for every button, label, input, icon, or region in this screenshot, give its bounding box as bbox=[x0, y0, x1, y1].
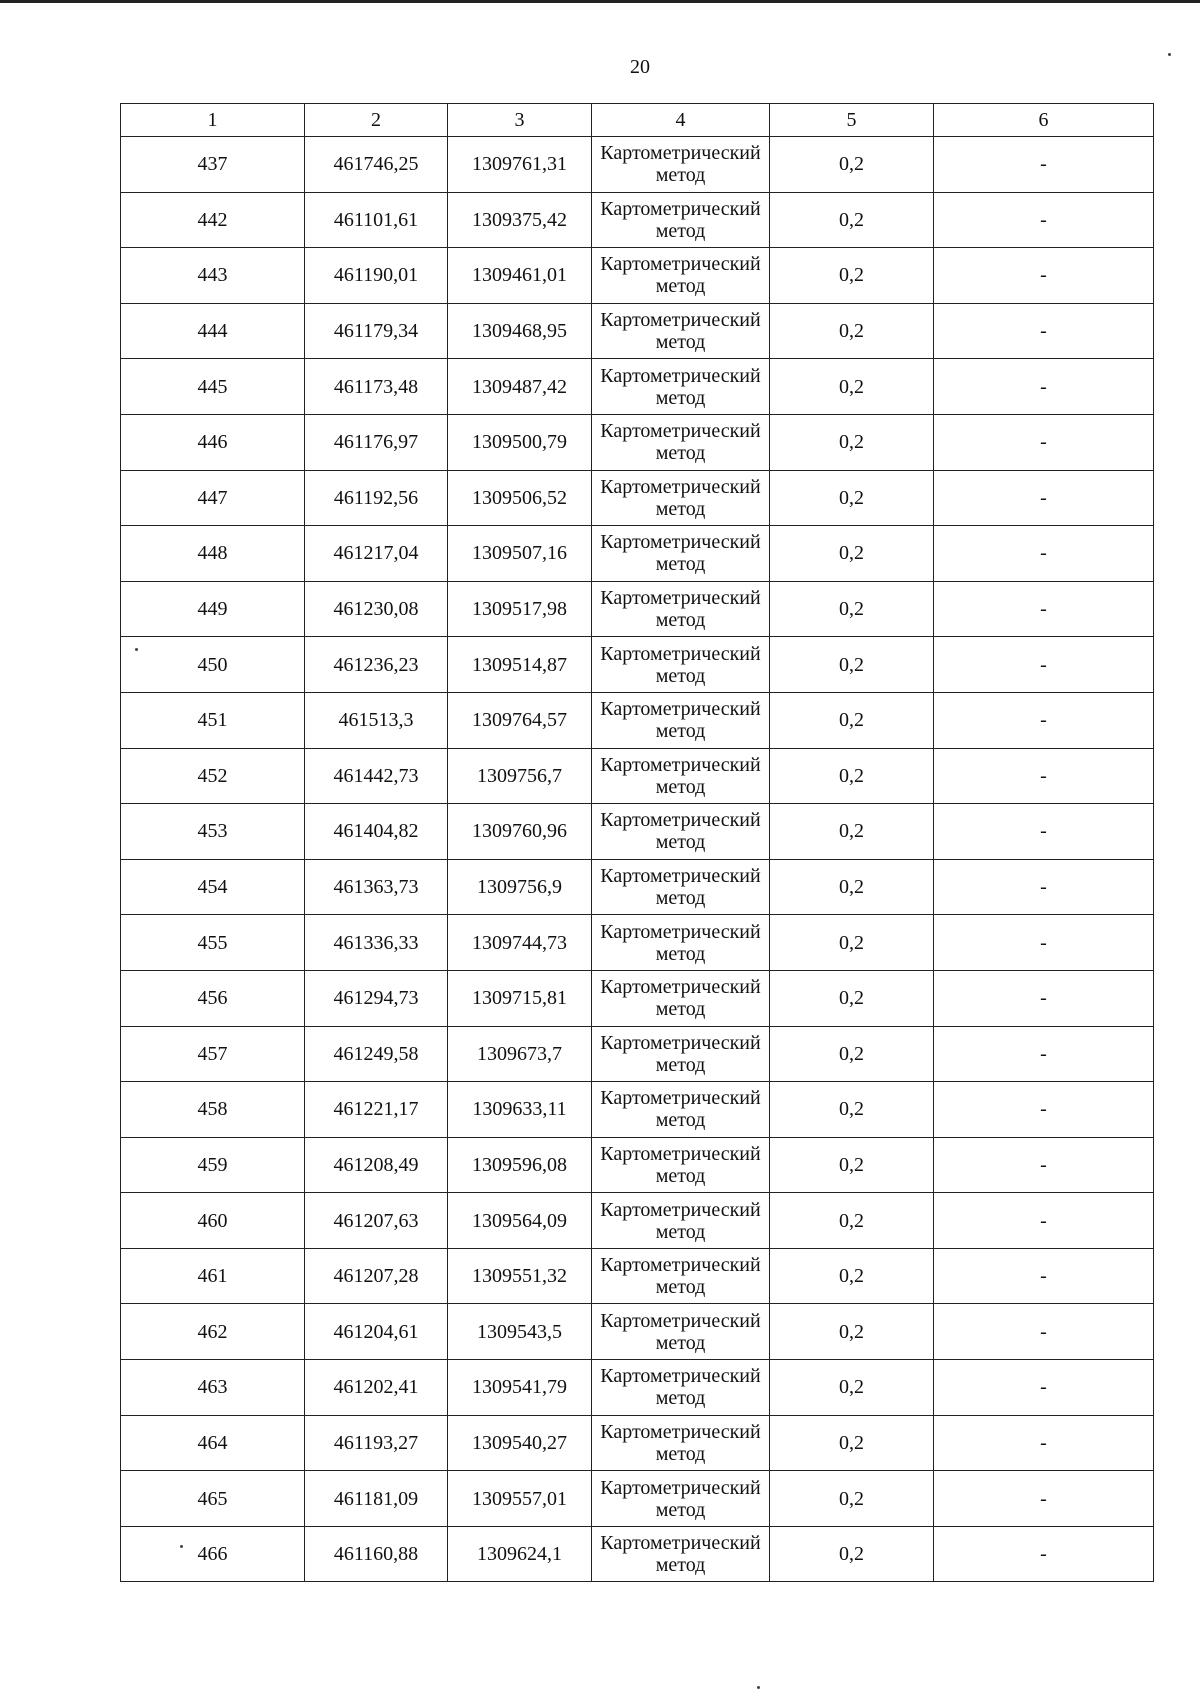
x-coordinate-cell: 461173,48 bbox=[305, 359, 448, 415]
header-row bbox=[121, 104, 1154, 137]
method-cell bbox=[592, 248, 770, 304]
method-line-2: метод bbox=[655, 164, 706, 187]
method-line-1: Картометрический bbox=[600, 1142, 761, 1165]
x-coordinate-cell: 461336,33 bbox=[305, 915, 448, 971]
note-cell: - bbox=[934, 970, 1154, 1026]
accuracy-cell: 0,2 bbox=[770, 970, 934, 1026]
method-line-2: метод bbox=[655, 1554, 706, 1577]
point-number-cell: 446 bbox=[121, 414, 305, 470]
y-coordinate-cell: 1309375,42 bbox=[448, 192, 592, 248]
point-number-cell: 460 bbox=[121, 1193, 305, 1249]
y-coordinate-cell: 1309633,11 bbox=[448, 1082, 592, 1138]
method-line-1: Картометрический bbox=[600, 865, 761, 888]
table-row bbox=[121, 970, 1154, 1026]
accuracy-cell: 0,2 bbox=[770, 1137, 934, 1193]
method-line-2: метод bbox=[655, 1053, 706, 1076]
point-number-cell: 444 bbox=[121, 303, 305, 359]
method-line-1: Картометрический bbox=[600, 698, 761, 721]
x-coordinate-cell: 461160,88 bbox=[305, 1526, 448, 1582]
x-coordinate-cell: 461101,61 bbox=[305, 192, 448, 248]
table-row bbox=[121, 303, 1154, 359]
table-row bbox=[121, 414, 1154, 470]
method-cell bbox=[592, 692, 770, 748]
accuracy-cell: 0,2 bbox=[770, 137, 934, 193]
table-body bbox=[121, 137, 1154, 1582]
accuracy-cell: 0,2 bbox=[770, 526, 934, 582]
accuracy-cell: 0,2 bbox=[770, 1415, 934, 1471]
method-line-1: Картометрический bbox=[600, 1309, 761, 1332]
note-cell: - bbox=[934, 1471, 1154, 1527]
y-coordinate-cell: 1309596,08 bbox=[448, 1137, 592, 1193]
method-line-1: Картометрический bbox=[600, 1476, 761, 1499]
method-line-1: Картометрический bbox=[600, 1420, 761, 1443]
method-cell bbox=[592, 414, 770, 470]
method-line-1: Картометрический bbox=[600, 920, 761, 943]
note-cell: - bbox=[934, 581, 1154, 637]
accuracy-cell: 0,2 bbox=[770, 581, 934, 637]
table-row bbox=[121, 1137, 1154, 1193]
header-cell-6: 6 bbox=[934, 104, 1154, 137]
method-cell bbox=[592, 1248, 770, 1304]
accuracy-cell: 0,2 bbox=[770, 359, 934, 415]
note-cell: - bbox=[934, 1526, 1154, 1582]
point-number-cell: 443 bbox=[121, 248, 305, 304]
method-line-1: Картометрический bbox=[600, 1198, 761, 1221]
point-number-cell: 451 bbox=[121, 692, 305, 748]
table-row bbox=[121, 1026, 1154, 1082]
method-line-2: метод bbox=[655, 720, 706, 743]
table-row bbox=[121, 915, 1154, 971]
point-number-cell: 437 bbox=[121, 137, 305, 193]
header-cell-5: 5 bbox=[770, 104, 934, 137]
accuracy-cell: 0,2 bbox=[770, 859, 934, 915]
table-row bbox=[121, 359, 1154, 415]
table-row bbox=[121, 1526, 1154, 1582]
accuracy-cell: 0,2 bbox=[770, 248, 934, 304]
point-number-cell: 450 bbox=[121, 637, 305, 693]
y-coordinate-cell: 1309760,96 bbox=[448, 804, 592, 860]
method-line-1: Картометрический bbox=[600, 475, 761, 498]
point-number-cell: 457 bbox=[121, 1026, 305, 1082]
method-line-2: метод bbox=[655, 553, 706, 576]
x-coordinate-cell: 461404,82 bbox=[305, 804, 448, 860]
accuracy-cell: 0,2 bbox=[770, 1248, 934, 1304]
method-line-1: Картометрический bbox=[600, 1365, 761, 1388]
x-coordinate-cell: 461442,73 bbox=[305, 748, 448, 804]
table-row bbox=[121, 248, 1154, 304]
method-cell bbox=[592, 526, 770, 582]
y-coordinate-cell: 1309764,57 bbox=[448, 692, 592, 748]
method-line-2: метод bbox=[655, 275, 706, 298]
y-coordinate-cell: 1309624,1 bbox=[448, 1526, 592, 1582]
note-cell: - bbox=[934, 470, 1154, 526]
y-coordinate-cell: 1309506,52 bbox=[448, 470, 592, 526]
accuracy-cell: 0,2 bbox=[770, 915, 934, 971]
table-row bbox=[121, 192, 1154, 248]
x-coordinate-cell: 461208,49 bbox=[305, 1137, 448, 1193]
x-coordinate-cell: 461204,61 bbox=[305, 1304, 448, 1360]
method-line-2: метод bbox=[655, 219, 706, 242]
accuracy-cell: 0,2 bbox=[770, 414, 934, 470]
x-coordinate-cell: 461217,04 bbox=[305, 526, 448, 582]
y-coordinate-cell: 1309557,01 bbox=[448, 1471, 592, 1527]
method-cell bbox=[592, 1526, 770, 1582]
x-coordinate-cell: 461181,09 bbox=[305, 1471, 448, 1527]
point-number-cell: 465 bbox=[121, 1471, 305, 1527]
method-line-2: метод bbox=[655, 442, 706, 465]
accuracy-cell: 0,2 bbox=[770, 1026, 934, 1082]
method-line-2: метод bbox=[655, 831, 706, 854]
x-coordinate-cell: 461193,27 bbox=[305, 1415, 448, 1471]
note-cell: - bbox=[934, 748, 1154, 804]
method-line-1: Картометрический bbox=[600, 531, 761, 554]
table-row bbox=[121, 137, 1154, 193]
note-cell: - bbox=[934, 1082, 1154, 1138]
method-line-2: метод bbox=[655, 664, 706, 687]
y-coordinate-cell: 1309487,42 bbox=[448, 359, 592, 415]
point-number-cell: 453 bbox=[121, 804, 305, 860]
y-coordinate-cell: 1309756,9 bbox=[448, 859, 592, 915]
method-line-1: Картометрический bbox=[600, 753, 761, 776]
top-rule bbox=[0, 0, 1200, 3]
scan-speck bbox=[135, 648, 138, 651]
note-cell: - bbox=[934, 859, 1154, 915]
method-cell bbox=[592, 1082, 770, 1138]
page-number: 20 bbox=[630, 56, 650, 78]
scan-speck bbox=[757, 1686, 760, 1689]
method-cell bbox=[592, 359, 770, 415]
x-coordinate-cell: 461202,41 bbox=[305, 1360, 448, 1416]
method-line-1: Картометрический bbox=[600, 1031, 761, 1054]
note-cell: - bbox=[934, 804, 1154, 860]
point-number-cell: 445 bbox=[121, 359, 305, 415]
y-coordinate-cell: 1309543,5 bbox=[448, 1304, 592, 1360]
method-line-2: метод bbox=[655, 386, 706, 409]
header-cell-3: 3 bbox=[448, 104, 592, 137]
point-number-cell: 442 bbox=[121, 192, 305, 248]
note-cell: - bbox=[934, 137, 1154, 193]
point-number-cell: 462 bbox=[121, 1304, 305, 1360]
method-line-2: метод bbox=[655, 1220, 706, 1243]
y-coordinate-cell: 1309468,95 bbox=[448, 303, 592, 359]
point-number-cell: 452 bbox=[121, 748, 305, 804]
method-cell bbox=[592, 859, 770, 915]
note-cell: - bbox=[934, 414, 1154, 470]
note-cell: - bbox=[934, 1360, 1154, 1416]
note-cell: - bbox=[934, 1304, 1154, 1360]
method-line-1: Картометрический bbox=[600, 976, 761, 999]
x-coordinate-cell: 461221,17 bbox=[305, 1082, 448, 1138]
accuracy-cell: 0,2 bbox=[770, 1193, 934, 1249]
method-line-1: Картометрический bbox=[600, 809, 761, 832]
accuracy-cell: 0,2 bbox=[770, 804, 934, 860]
point-number-cell: 456 bbox=[121, 970, 305, 1026]
method-cell bbox=[592, 137, 770, 193]
point-number-cell: 463 bbox=[121, 1360, 305, 1416]
table-row bbox=[121, 1082, 1154, 1138]
table-row bbox=[121, 1193, 1154, 1249]
y-coordinate-cell: 1309761,31 bbox=[448, 137, 592, 193]
scan-speck bbox=[1168, 53, 1171, 56]
method-line-1: Картометрический bbox=[600, 642, 761, 665]
method-line-2: метод bbox=[655, 1498, 706, 1521]
accuracy-cell: 0,2 bbox=[770, 470, 934, 526]
method-line-1: Картометрический bbox=[600, 420, 761, 443]
note-cell: - bbox=[934, 1137, 1154, 1193]
method-cell bbox=[592, 1415, 770, 1471]
method-cell bbox=[592, 192, 770, 248]
y-coordinate-cell: 1309514,87 bbox=[448, 637, 592, 693]
note-cell: - bbox=[934, 637, 1154, 693]
method-line-2: метод bbox=[655, 775, 706, 798]
note-cell: - bbox=[934, 248, 1154, 304]
y-coordinate-cell: 1309507,16 bbox=[448, 526, 592, 582]
x-coordinate-cell: 461190,01 bbox=[305, 248, 448, 304]
method-line-1: Картометрический bbox=[600, 587, 761, 610]
accuracy-cell: 0,2 bbox=[770, 1360, 934, 1416]
point-number-cell: 466 bbox=[121, 1526, 305, 1582]
method-cell bbox=[592, 1304, 770, 1360]
point-number-cell: 461 bbox=[121, 1248, 305, 1304]
accuracy-cell: 0,2 bbox=[770, 1471, 934, 1527]
y-coordinate-cell: 1309744,73 bbox=[448, 915, 592, 971]
accuracy-cell: 0,2 bbox=[770, 1526, 934, 1582]
header-cell-4: 4 bbox=[592, 104, 770, 137]
header-cell-2: 2 bbox=[305, 104, 448, 137]
method-cell bbox=[592, 1137, 770, 1193]
table-row bbox=[121, 804, 1154, 860]
x-coordinate-cell: 461207,28 bbox=[305, 1248, 448, 1304]
x-coordinate-cell: 461294,73 bbox=[305, 970, 448, 1026]
y-coordinate-cell: 1309500,79 bbox=[448, 414, 592, 470]
method-line-2: метод bbox=[655, 887, 706, 910]
x-coordinate-cell: 461363,73 bbox=[305, 859, 448, 915]
y-coordinate-cell: 1309541,79 bbox=[448, 1360, 592, 1416]
method-cell bbox=[592, 303, 770, 359]
note-cell: - bbox=[934, 359, 1154, 415]
note-cell: - bbox=[934, 526, 1154, 582]
point-number-cell: 458 bbox=[121, 1082, 305, 1138]
table-row bbox=[121, 1415, 1154, 1471]
point-number-cell: 464 bbox=[121, 1415, 305, 1471]
note-cell: - bbox=[934, 1248, 1154, 1304]
method-line-1: Картометрический bbox=[600, 364, 761, 387]
x-coordinate-cell: 461179,34 bbox=[305, 303, 448, 359]
accuracy-cell: 0,2 bbox=[770, 748, 934, 804]
table-row bbox=[121, 470, 1154, 526]
method-line-1: Картометрический bbox=[600, 1532, 761, 1555]
table-row bbox=[121, 1360, 1154, 1416]
method-line-1: Картометрический bbox=[600, 253, 761, 276]
scan-speck bbox=[180, 1545, 183, 1548]
method-line-2: метод bbox=[655, 1276, 706, 1299]
point-number-cell: 449 bbox=[121, 581, 305, 637]
x-coordinate-cell: 461207,63 bbox=[305, 1193, 448, 1249]
method-cell bbox=[592, 1360, 770, 1416]
y-coordinate-cell: 1309517,98 bbox=[448, 581, 592, 637]
method-line-2: метод bbox=[655, 942, 706, 965]
method-line-2: метод bbox=[655, 1164, 706, 1187]
point-number-cell: 459 bbox=[121, 1137, 305, 1193]
method-cell bbox=[592, 470, 770, 526]
method-cell bbox=[592, 1026, 770, 1082]
note-cell: - bbox=[934, 915, 1154, 971]
method-cell bbox=[592, 581, 770, 637]
y-coordinate-cell: 1309564,09 bbox=[448, 1193, 592, 1249]
coordinates-table bbox=[120, 103, 1154, 1582]
table-row bbox=[121, 692, 1154, 748]
y-coordinate-cell: 1309551,32 bbox=[448, 1248, 592, 1304]
table-row bbox=[121, 526, 1154, 582]
point-number-cell: 454 bbox=[121, 859, 305, 915]
method-line-2: метод bbox=[655, 331, 706, 354]
method-line-1: Картометрический bbox=[600, 1254, 761, 1277]
accuracy-cell: 0,2 bbox=[770, 303, 934, 359]
method-line-2: метод bbox=[655, 1109, 706, 1132]
method-cell bbox=[592, 915, 770, 971]
method-cell bbox=[592, 637, 770, 693]
table-row bbox=[121, 1248, 1154, 1304]
x-coordinate-cell: 461236,23 bbox=[305, 637, 448, 693]
accuracy-cell: 0,2 bbox=[770, 692, 934, 748]
method-line-1: Картометрический bbox=[600, 1087, 761, 1110]
method-line-2: метод bbox=[655, 1442, 706, 1465]
note-cell: - bbox=[934, 303, 1154, 359]
method-line-1: Картометрический bbox=[600, 309, 761, 332]
table-row bbox=[121, 581, 1154, 637]
x-coordinate-cell: 461176,97 bbox=[305, 414, 448, 470]
accuracy-cell: 0,2 bbox=[770, 1304, 934, 1360]
note-cell: - bbox=[934, 1415, 1154, 1471]
point-number-cell: 448 bbox=[121, 526, 305, 582]
method-cell bbox=[592, 748, 770, 804]
note-cell: - bbox=[934, 1026, 1154, 1082]
point-number-cell: 455 bbox=[121, 915, 305, 971]
method-line-2: метод bbox=[655, 998, 706, 1021]
method-cell bbox=[592, 970, 770, 1026]
note-cell: - bbox=[934, 692, 1154, 748]
method-cell bbox=[592, 804, 770, 860]
note-cell: - bbox=[934, 192, 1154, 248]
y-coordinate-cell: 1309715,81 bbox=[448, 970, 592, 1026]
method-line-2: метод bbox=[655, 609, 706, 632]
x-coordinate-cell: 461249,58 bbox=[305, 1026, 448, 1082]
method-line-2: метод bbox=[655, 1387, 706, 1410]
method-line-2: метод bbox=[655, 1331, 706, 1354]
note-cell: - bbox=[934, 1193, 1154, 1249]
table-row bbox=[121, 637, 1154, 693]
method-cell bbox=[592, 1193, 770, 1249]
method-line-1: Картометрический bbox=[600, 142, 761, 165]
header-cell-1: 1 bbox=[121, 104, 305, 137]
x-coordinate-cell: 461746,25 bbox=[305, 137, 448, 193]
table-row bbox=[121, 859, 1154, 915]
point-number-cell: 447 bbox=[121, 470, 305, 526]
y-coordinate-cell: 1309540,27 bbox=[448, 1415, 592, 1471]
y-coordinate-cell: 1309461,01 bbox=[448, 248, 592, 304]
y-coordinate-cell: 1309756,7 bbox=[448, 748, 592, 804]
method-line-1: Картометрический bbox=[600, 197, 761, 220]
method-line-2: метод bbox=[655, 497, 706, 520]
x-coordinate-cell: 461230,08 bbox=[305, 581, 448, 637]
accuracy-cell: 0,2 bbox=[770, 1082, 934, 1138]
x-coordinate-cell: 461192,56 bbox=[305, 470, 448, 526]
table-row bbox=[121, 748, 1154, 804]
table-row bbox=[121, 1471, 1154, 1527]
accuracy-cell: 0,2 bbox=[770, 637, 934, 693]
accuracy-cell: 0,2 bbox=[770, 192, 934, 248]
y-coordinate-cell: 1309673,7 bbox=[448, 1026, 592, 1082]
method-cell bbox=[592, 1471, 770, 1527]
x-coordinate-cell: 461513,3 bbox=[305, 692, 448, 748]
table-row bbox=[121, 1304, 1154, 1360]
